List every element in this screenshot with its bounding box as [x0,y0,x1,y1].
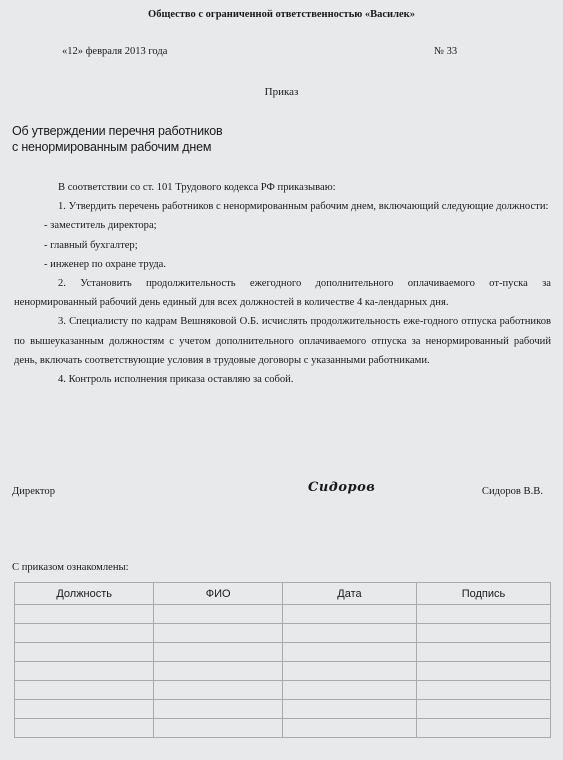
table-row [15,719,551,738]
acknowledgement-label: С приказом ознакомлены: [12,562,129,573]
table-cell [15,605,154,624]
table-row [15,605,551,624]
table-cell [154,624,283,643]
item-3: 3. Специалисту по кадрам Вешняковой О.Б. исчислять продолжительность еже-годного отпуска работников по вышеуказанным должностям с учетом дополнительного оплачиваемого отпуска за ненормированный рабочий день, включать соответствующие условия в трудовые договоры с указанными работниками. [14,316,551,366]
table-cell [154,700,283,719]
table-cell [15,700,154,719]
table-cell [416,719,550,738]
table-cell [15,624,154,643]
item-4: 4. Контроль исполнения приказа оставляю за собой. [58,374,294,386]
order-number: № 33 [434,46,458,57]
item-2: 2. Установить продолжительность ежегодного дополнительного оплачиваемого от-пуска за ненормированный рабочий день единый для всех должностей в количестве 4 ка-лендарных дня. [14,278,551,309]
position-item: - главный бухгалтер; [44,239,138,251]
table-row [15,643,551,662]
table-cell [282,700,416,719]
column-header: Должность [15,583,154,605]
table-cell [416,681,550,700]
table-cell [154,662,283,681]
table-cell [282,605,416,624]
table-header-row [15,583,551,605]
subject-line: с ненормированным рабочим днем [12,140,212,154]
table-cell [154,719,283,738]
table-row [15,681,551,700]
table-cell [282,624,416,643]
position-item: - инженер по охране труда. [44,258,166,270]
document-type: Приказ [264,86,299,98]
table-cell [416,605,550,624]
signatory-title: Директор [12,486,55,497]
table-row [15,662,551,681]
table-cell [15,643,154,662]
position-item: - заместитель директора; [44,220,157,232]
column-header: Дата [282,583,416,605]
table-cell [416,700,550,719]
table-cell [154,681,283,700]
intro-paragraph: В соответствии со ст. 101 Трудового кодекса РФ приказываю: [58,182,336,193]
column-header: Подпись [416,583,550,605]
table-cell [416,643,550,662]
table-cell [282,681,416,700]
table-cell [15,719,154,738]
signatory-name: Сидоров В.В. [481,486,543,497]
table-cell [154,605,283,624]
order-subject [12,123,223,155]
table-cell [282,719,416,738]
table-cell [154,643,283,662]
column-header: ФИО [154,583,283,605]
acknowledgement-table [14,582,551,738]
table-cell [416,624,550,643]
item-1: 1. Утвердить перечень работников с ненормированным рабочим днем, включающий следующие должности: [58,201,549,213]
handwritten-signature: Сидоров [308,480,376,495]
table-cell [15,681,154,700]
order-date: «12» февраля 2013 года [62,46,168,57]
table-cell [282,643,416,662]
table-cell [15,662,154,681]
order-body [14,178,551,389]
table-cell [282,662,416,681]
table-cell [416,662,550,681]
subject-line: Об утверждении перечня работников [12,124,223,138]
table-row [15,700,551,719]
table-row [15,624,551,643]
organization-name: Общество с ограниченной ответственностью «Василек» [148,9,415,20]
